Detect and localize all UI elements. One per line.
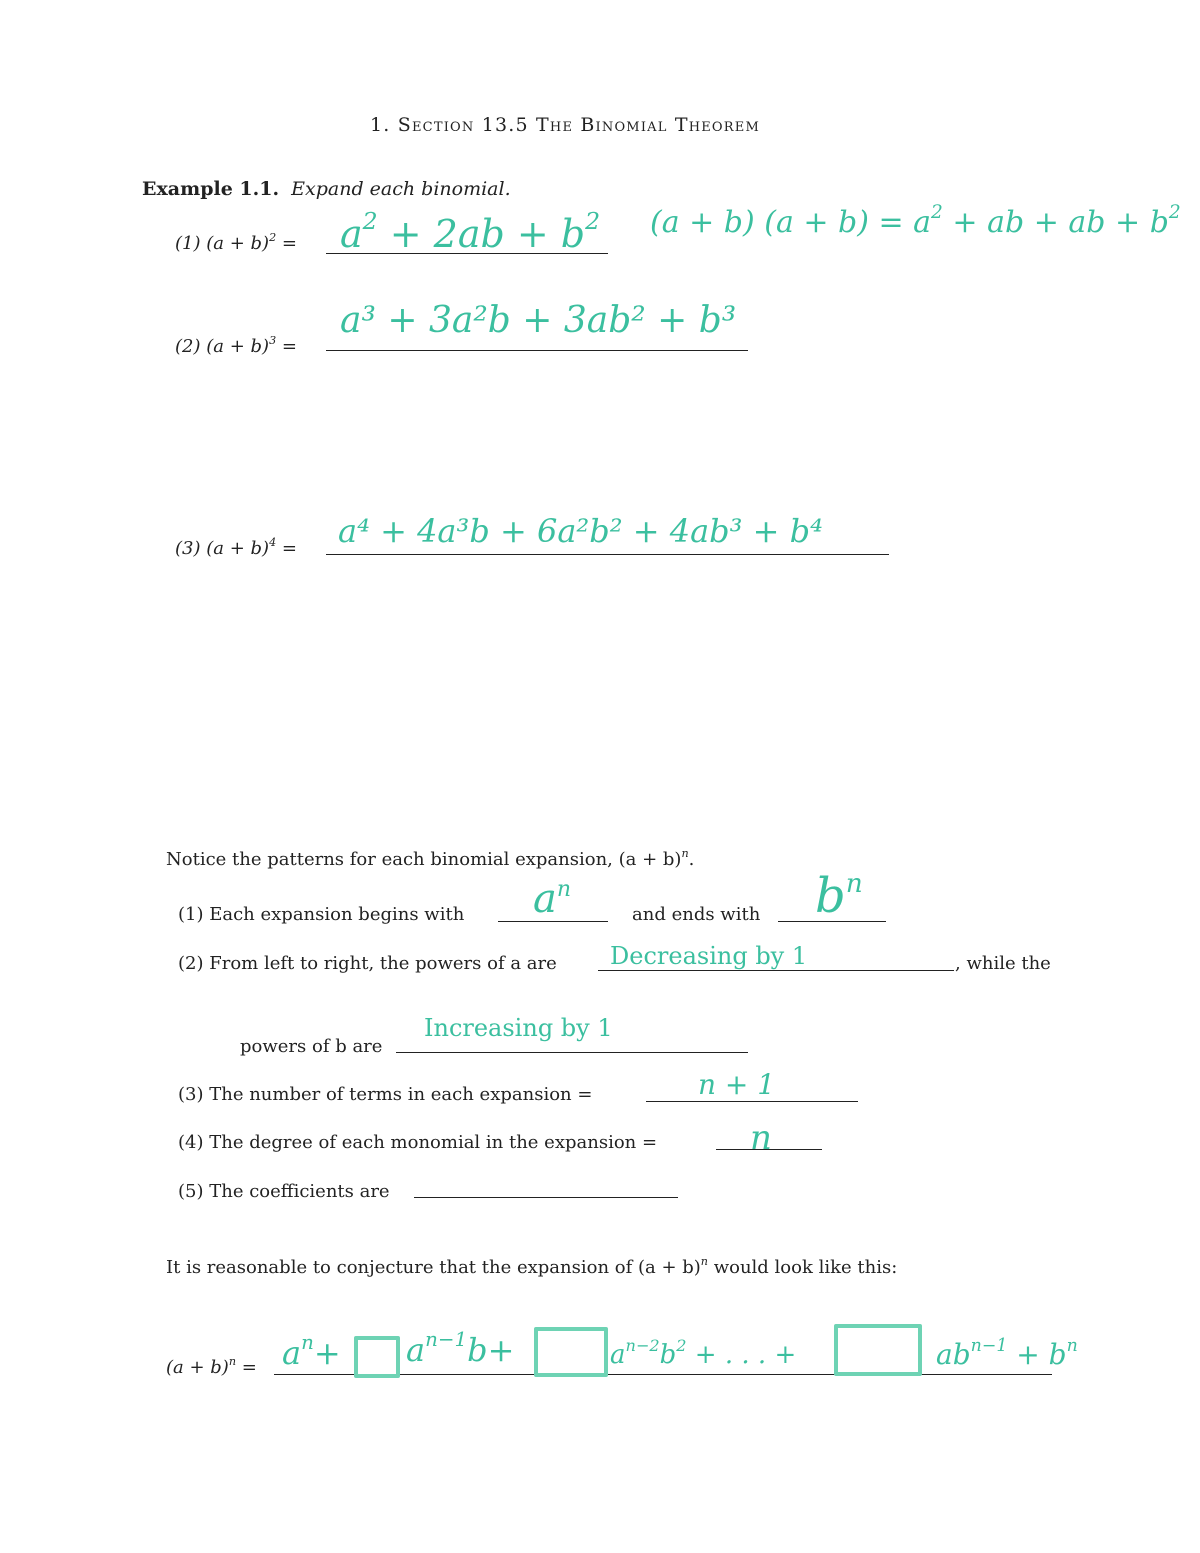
notice-item-3: (3) The number of terms in each expansion =	[178, 1084, 593, 1105]
handwritten-side-work: (a + b) $(a + b) = a^2$ + ab + ab + $b^2$	[650, 202, 1181, 240]
item-number: (1)	[175, 233, 201, 254]
answer-line-terms[interactable]	[646, 1101, 858, 1102]
item-number: (2)	[175, 336, 201, 357]
notice-item-5: (5) The coefficients are	[178, 1181, 390, 1202]
item-prompt: (a + b)	[206, 233, 270, 254]
answer-line-3[interactable]	[326, 554, 889, 555]
notice-intro: Notice the patterns for each binomial expansion, $(a + b)^n$.	[166, 846, 695, 870]
coefficient-box-3[interactable]	[834, 1324, 922, 1376]
example-heading	[142, 178, 511, 200]
example-item-1	[175, 230, 297, 254]
handwritten-answer-3: a⁴ + 4a³b + 6a²b² + 4ab³ + b⁴	[338, 512, 823, 550]
item-exponent: 4	[269, 535, 277, 549]
general-term-3: $a^{n-2}b^2$ + . . . +	[610, 1335, 797, 1370]
handwritten-ends-with: $b^n$	[815, 868, 863, 924]
handwritten-begins-with: $a^n$	[533, 876, 572, 922]
coefficient-box-1[interactable]	[354, 1336, 400, 1378]
item-exponent: 2	[269, 230, 277, 244]
handwritten-powers-a: Decreasing by 1	[610, 942, 808, 970]
handwritten-powers-b: Increasing by 1	[424, 1014, 613, 1042]
item-prompt: (a + b)	[206, 336, 270, 357]
notice-item-4: (4) The degree of each monomial in the expansion =	[178, 1132, 658, 1153]
answer-line-2[interactable]	[326, 350, 748, 351]
section-title: 1. Section 13.5 The Binomial Theorem	[370, 114, 760, 136]
handwritten-answer-1: $a^2 + 2ab + b^2$	[340, 207, 601, 256]
example-item-3	[175, 535, 297, 559]
coefficient-box-2[interactable]	[534, 1327, 608, 1377]
example-instruction: Expand each binomial.	[291, 178, 511, 200]
item-exponent: 3	[269, 333, 277, 347]
answer-line-powers-a[interactable]	[598, 970, 954, 971]
handwritten-answer-2: a³ + 3a²b + 3ab² + b³	[340, 300, 737, 341]
item-prompt: (a + b)	[206, 538, 270, 559]
example-label: Example 1.1.	[142, 178, 280, 200]
notice-item-1: (1) Each expansion begins with	[178, 904, 465, 925]
example-item-2	[175, 333, 297, 357]
item-equals: =	[281, 538, 297, 559]
general-lhs: $(a + b)^n$ =	[166, 1354, 257, 1378]
handwritten-num-terms: n + 1	[698, 1068, 776, 1101]
item-equals: =	[281, 336, 297, 357]
handwritten-degree: n	[750, 1118, 772, 1158]
notice-item-1-mid: and ends with	[632, 904, 761, 925]
conjecture-text: It is reasonable to conjecture that the expansion of $(a + b)^n$ would look like this:	[166, 1254, 898, 1278]
answer-line-powers-b[interactable]	[396, 1052, 748, 1053]
general-term-2: $a^{n-1}b+$	[406, 1328, 515, 1369]
general-term-1: $a^n+$	[282, 1331, 341, 1372]
notice-item-2-cont: powers of b are	[240, 1036, 383, 1057]
notice-item-2: (2) From left to right, the powers of a are	[178, 953, 557, 974]
item-equals: =	[281, 233, 297, 254]
notice-item-2-end: , while the	[955, 953, 1051, 974]
answer-line-coefficients[interactable]	[414, 1197, 678, 1198]
general-term-last: $ab^{n-1} + b^n$	[936, 1335, 1078, 1371]
item-number: (3)	[175, 538, 201, 559]
